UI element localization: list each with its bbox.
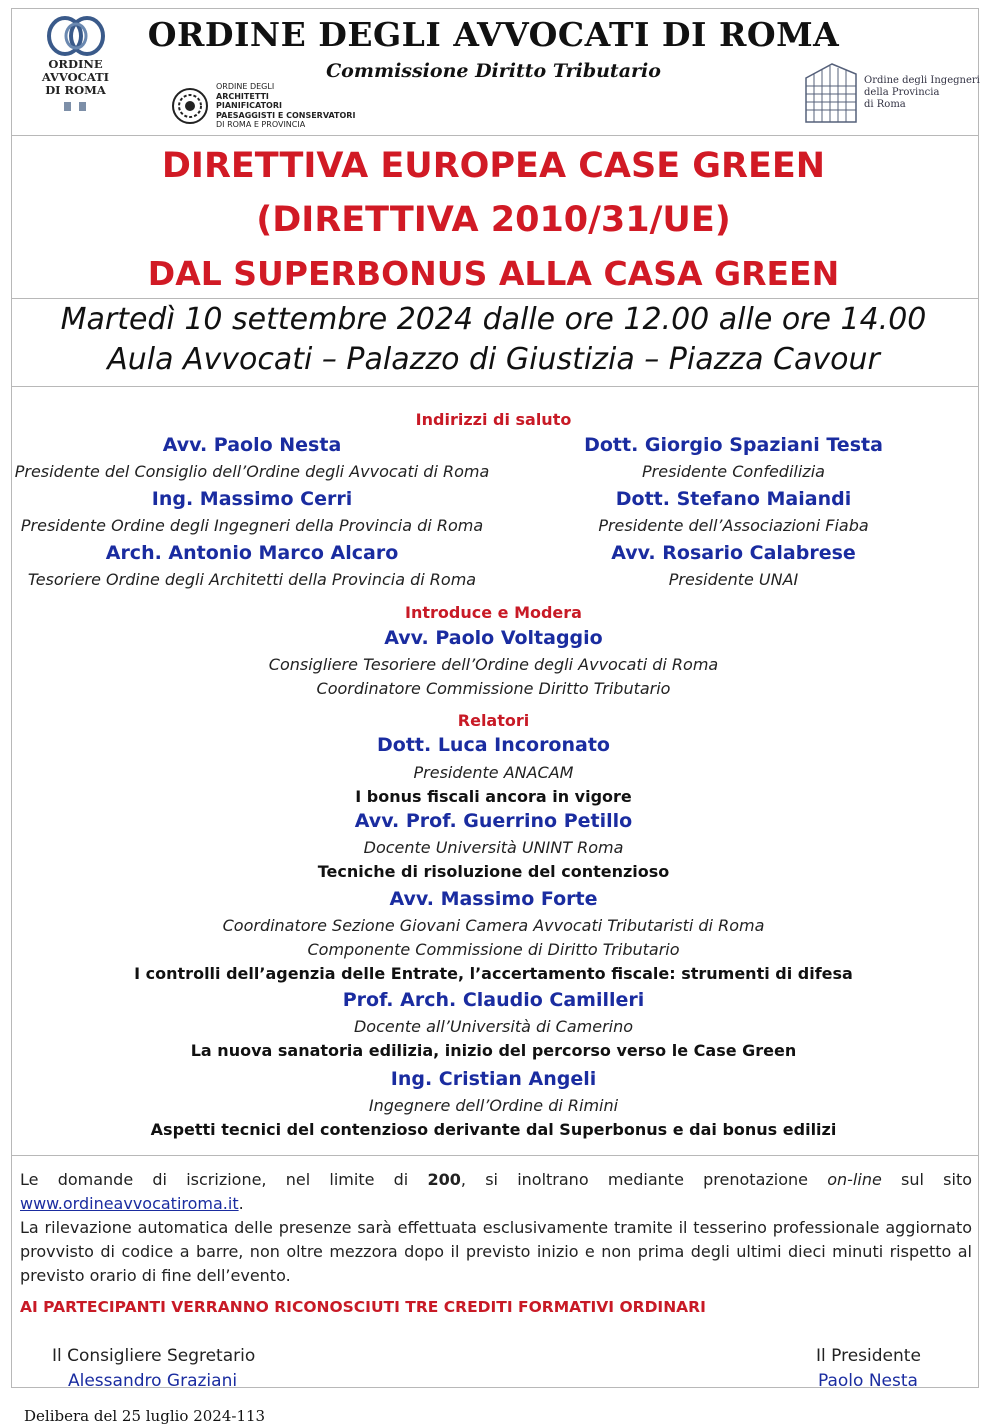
columns-icon [61, 100, 91, 112]
registration-text: sul sito [881, 1170, 973, 1189]
event-title-line-1: DIRETTIVA EUROPEA CASE GREEN [161, 146, 826, 186]
signature-right-name: Paolo Nesta [818, 1371, 918, 1391]
event-title-line-2: (DIRETTIVA 2010/31/UE) [256, 200, 731, 240]
logo-text: AVVOCATI [41, 70, 110, 84]
delibera-note: Delibera del 25 luglio 2024-113 [24, 1407, 266, 1425]
registration-text: Le domande di iscrizione, nel limite di [20, 1170, 428, 1189]
greeting-name: Arch. Antonio Marco Alcaro [105, 542, 399, 564]
logo-text: PAESAGGISTI E CONSERVATORI [216, 110, 356, 120]
speaker-role: Docente all’Università di Camerino [353, 1017, 634, 1036]
registration-site-link[interactable]: www.ordineavvocatiroma.it [20, 1194, 239, 1213]
greeting-role: Tesoriere Ordine degli Architetti della Provincia di Roma [27, 570, 477, 589]
credits-notice: AI PARTECIPANTI VERRANNO RICONOSCIUTI TRE CREDITI FORMATIVI ORDINARI [20, 1298, 706, 1316]
greeting-name: Avv. Paolo Nesta [162, 434, 342, 456]
moderator-role: Consigliere Tesoriere dell’Ordine degli Avvocati di Roma [268, 655, 719, 674]
greeting-name: Dott. Giorgio Spaziani Testa [584, 434, 883, 456]
greetings-heading: Indirizzi di saluto [415, 410, 572, 429]
greeting-name: Avv. Rosario Calabrese [611, 542, 856, 564]
logo-text: ARCHITETTI [216, 91, 269, 101]
logo-text: di Roma [864, 99, 906, 110]
signature-left-name: Alessandro Graziani [68, 1371, 238, 1391]
speaker-name: Dott. Luca Incoronato [377, 734, 610, 756]
greeting-name: Ing. Massimo Cerri [151, 488, 353, 510]
moderator-role: Coordinatore Commissione Diritto Tributario [316, 679, 671, 698]
divider [11, 1155, 979, 1156]
speaker-name: Ing. Cristian Angeli [390, 1068, 597, 1090]
speaker-role: Presidente ANACAM [413, 763, 574, 782]
speaker-name: Avv. Massimo Forte [389, 888, 598, 910]
speaker-role: Coordinatore Sezione Giovani Camera Avvocati Tributaristi di Roma [222, 916, 765, 935]
speakers-heading: Relatori [457, 711, 530, 730]
greeting-role: Presidente Confedilizia [642, 462, 825, 481]
greeting-role: Presidente UNAI [668, 570, 799, 589]
event-title-line-3: DAL SUPERBONUS ALLA CASA GREEN [147, 254, 840, 293]
divider [11, 298, 979, 299]
speaker-talk: La nuova sanatoria edilizia, inizio del percorso verso le Case Green [190, 1041, 797, 1060]
logo-text: DI ROMA [45, 83, 106, 97]
speaker-talk: Aspetti tecnici del contenzioso derivante dal Superbonus e dai bonus edilizi [150, 1120, 837, 1139]
page-title: ORDINE DEGLI AVVOCATI DI ROMA [147, 15, 840, 54]
event-date: Martedì 10 settembre 2024 dalle ore 12.00 alle ore 14.00 [60, 302, 927, 337]
speaker-talk: I controlli dell’agenzia delle Entrate, l’accertamento fiscale: strumenti di difesa [134, 964, 853, 983]
divider [11, 386, 979, 387]
commission-subtitle: Commissione Diritto Tributario [326, 60, 661, 82]
speaker-name: Prof. Arch. Claudio Camilleri [342, 989, 645, 1011]
greeting-name: Dott. Stefano Maiandi [615, 488, 852, 510]
registration-limit: 200 [427, 1170, 461, 1189]
logo-text: della Provincia [864, 87, 940, 98]
event-venue: Aula Avvocati – Palazzo di Giustizia – Piazza Cavour [107, 342, 880, 377]
registration-text: , si inoltrano mediante prenotazione [460, 1170, 828, 1189]
logo-text: ORDINE DEGLI [216, 82, 275, 91]
registration-text: . [238, 1194, 244, 1213]
greeting-role: Presidente dell’Associazioni Fiaba [598, 516, 869, 535]
registration-info [20, 1168, 972, 1216]
speaker-role: Ingegnere dell’Ordine di Rimini [368, 1096, 619, 1115]
signature-left-title: Il Consigliere Segretario [52, 1346, 256, 1366]
greeting-role: Presidente del Consiglio dell’Ordine degli Avvocati di Roma [14, 462, 490, 481]
attendance-info: La rilevazione automatica delle presenze sarà effettuata esclusivamente tramite il tesserino professionale aggiornato provvisto di codice a barre, non oltre mezzora dopo il previsto inizio e non prima degli ultimi dieci minuti rispetto al previsto orario di fine dell’evento. [20, 1218, 972, 1285]
greeting-role: Presidente Ordine degli Ingegneri della Provincia di Roma [20, 516, 484, 535]
logo-text: DI ROMA E PROVINCIA [216, 120, 306, 129]
speaker-role: Docente Università UNINT Roma [363, 838, 624, 857]
moderator-heading: Introduce e Modera [405, 603, 582, 622]
speaker-name: Avv. Prof. Guerrino Petillo [354, 810, 633, 832]
speaker-talk: Tecniche di risoluzione del contenzioso [317, 862, 670, 881]
divider [11, 135, 979, 136]
registration-online: on-line [827, 1170, 882, 1189]
logo-text: Ordine degli Ingegneri [864, 75, 980, 86]
logo-ordine-architetti [170, 82, 355, 130]
logo-text: PIANIFICATORI [216, 101, 282, 110]
signature-right-title: Il Presidente [816, 1346, 921, 1366]
rosette-icon [170, 86, 210, 126]
speaker-role: Componente Commissione di Diritto Tributario [307, 940, 680, 959]
logo-text: ORDINE [48, 57, 103, 71]
speaker-talk: I bonus fiscali ancora in vigore [355, 787, 632, 806]
moderator-name: Avv. Paolo Voltaggio [384, 627, 603, 649]
